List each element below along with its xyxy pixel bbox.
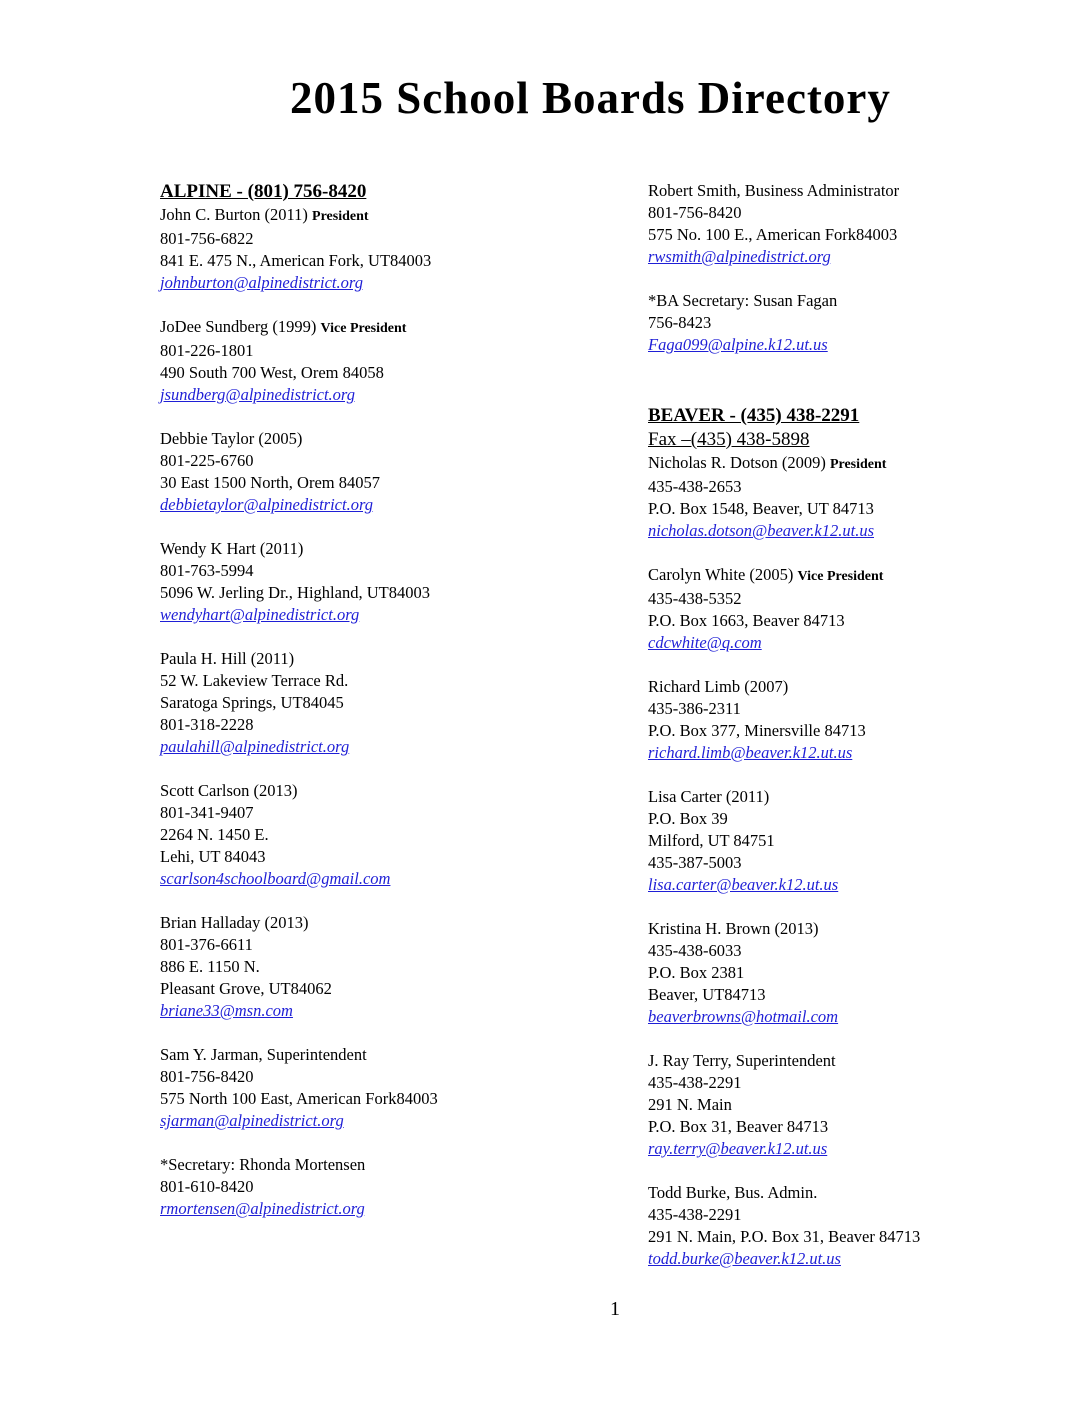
contact-line: P.O. Box 377, Minersville 84713 (648, 721, 866, 740)
directory-entry (648, 564, 1068, 654)
contact-line: 841 E. 475 N., American Fork, UT84003 (160, 251, 432, 270)
email-link[interactable]: paulahill@alpinedistrict.org (160, 737, 350, 756)
email-link[interactable]: beaverbrowns@hotmail.com (648, 1007, 839, 1026)
directory-entry (648, 1050, 1068, 1160)
member-name: Paula H. Hill (2011) (160, 649, 295, 668)
district-heading-beaver: BEAVER - (435) 438-2291 (648, 405, 860, 426)
email-link[interactable]: cdcwhite@q.com (648, 633, 762, 652)
contact-line: P.O. Box 39 (648, 809, 728, 828)
member-role: Vice President (797, 569, 884, 584)
email-link[interactable]: johnburton@alpinedistrict.org (160, 273, 363, 292)
email-link[interactable]: Faga099@alpine.k12.ut.us (648, 335, 828, 354)
page-number: 1 (610, 1298, 620, 1320)
district-heading-alpine: ALPINE - (801) 756-8420 (160, 181, 367, 202)
contact-line: 30 East 1500 North, Orem 84057 (160, 473, 380, 492)
directory-entry (160, 1154, 580, 1220)
directory-entry (648, 676, 1068, 764)
entry-name-line (648, 918, 1068, 940)
contact-line: 801-225-6760 (160, 451, 254, 470)
email-link[interactable]: sjarman@alpinedistrict.org (160, 1111, 344, 1130)
member-name: Robert Smith, Business Administrator (648, 181, 900, 200)
entry-name-line (160, 1154, 580, 1176)
contact-line: 801-341-9407 (160, 803, 254, 822)
email-link[interactable]: scarlson4schoolboard@gmail.com (160, 869, 391, 888)
contact-line: 2264 N. 1450 E. (160, 825, 269, 844)
member-name: Nicholas R. Dotson (2009) (648, 453, 826, 472)
member-name: Sam Y. Jarman, Superintendent (160, 1045, 367, 1064)
contact-line: 435-438-2291 (648, 1073, 742, 1092)
page-title: 2015 School Boards Directory (290, 73, 891, 123)
entry-name-line (160, 780, 580, 802)
directory-entry (160, 204, 580, 294)
contact-line: 435-438-2653 (648, 477, 742, 496)
directory-entry (648, 452, 1068, 542)
member-role: President (829, 457, 887, 472)
contact-line: Milford, UT 84751 (648, 831, 775, 850)
directory-entry (160, 316, 580, 406)
contact-line: 886 E. 1150 N. (160, 957, 260, 976)
entry-name-line (160, 316, 580, 340)
contact-line: Pleasant Grove, UT84062 (160, 979, 332, 998)
email-link[interactable]: todd.burke@beaver.k12.ut.us (648, 1249, 841, 1268)
left-column (160, 180, 580, 1242)
district-fax-beaver: Fax –(435) 438-5898 (648, 429, 810, 450)
directory-entry (648, 1182, 1068, 1270)
member-name: Richard Limb (2007) (648, 677, 789, 696)
entry-name-line (648, 786, 1068, 808)
member-role: Vice President (320, 321, 407, 336)
member-name: *Secretary: Rhonda Mortensen (160, 1155, 366, 1174)
directory-entry (160, 912, 580, 1022)
contact-line: 801-756-8420 (160, 1067, 254, 1086)
entry-name-line (648, 564, 1068, 588)
directory-entry (648, 180, 1068, 268)
directory-entry (160, 648, 580, 758)
contact-line: 801-226-1801 (160, 341, 254, 360)
email-link[interactable]: rwsmith@alpinedistrict.org (648, 247, 831, 266)
right-column (648, 180, 1068, 1292)
member-name: JoDee Sundberg (1999) (160, 317, 317, 336)
entry-name-line (160, 1044, 580, 1066)
contact-line: P.O. Box 2381 (648, 963, 745, 982)
directory-entry (160, 780, 580, 890)
beaver-entries (648, 452, 1068, 1270)
contact-line: Beaver, UT84713 (648, 985, 766, 1004)
entry-name-line (160, 912, 580, 934)
email-link[interactable]: rmortensen@alpinedistrict.org (160, 1199, 365, 1218)
email-link[interactable]: lisa.carter@beaver.k12.ut.us (648, 875, 839, 894)
email-link[interactable]: richard.limb@beaver.k12.ut.us (648, 743, 853, 762)
contact-line: 435-438-6033 (648, 941, 742, 960)
contact-line: 801-318-2228 (160, 715, 254, 734)
contact-line: 435-438-5352 (648, 589, 742, 608)
directory-entry (160, 428, 580, 516)
entry-name-line (648, 676, 1068, 698)
member-name: Lisa Carter (2011) (648, 787, 770, 806)
entry-name-line (648, 452, 1068, 476)
directory-entry (648, 918, 1068, 1028)
contact-line: 801-610-8420 (160, 1177, 254, 1196)
contact-line: 801-763-5994 (160, 561, 254, 580)
contact-line: 801-376-6611 (160, 935, 253, 954)
contact-line: 435-438-2291 (648, 1205, 742, 1224)
contact-line: 575 North 100 East, American Fork84003 (160, 1089, 438, 1108)
email-link[interactable]: wendyhart@alpinedistrict.org (160, 605, 360, 624)
contact-line: 291 N. Main (648, 1095, 732, 1114)
contact-line: P.O. Box 1663, Beaver 84713 (648, 611, 845, 630)
directory-entry (160, 538, 580, 626)
alpine-entries (160, 204, 580, 1220)
member-name: Wendy K Hart (2011) (160, 539, 304, 558)
email-link[interactable]: nicholas.dotson@beaver.k12.ut.us (648, 521, 874, 540)
member-name: Carolyn White (2005) (648, 565, 794, 584)
alpine-continued-entries (648, 180, 1068, 356)
contact-line: Lehi, UT 84043 (160, 847, 266, 866)
entry-name-line (160, 428, 580, 450)
contact-line: 575 No. 100 E., American Fork84003 (648, 225, 898, 244)
contact-line: P.O. Box 31, Beaver 84713 (648, 1117, 829, 1136)
contact-line: 435-386-2311 (648, 699, 741, 718)
contact-line: 756-8423 (648, 313, 712, 332)
member-name: Todd Burke, Bus. Admin. (648, 1183, 818, 1202)
member-name: Brian Halladay (2013) (160, 913, 309, 932)
contact-line: 291 N. Main, P.O. Box 31, Beaver 84713 (648, 1227, 921, 1246)
member-name: J. Ray Terry, Superintendent (648, 1051, 836, 1070)
email-link[interactable]: ray.terry@beaver.k12.ut.us (648, 1139, 828, 1158)
email-link[interactable]: debbietaylor@alpinedistrict.org (160, 495, 374, 514)
email-link[interactable]: jsundberg@alpinedistrict.org (160, 385, 355, 404)
member-name: Kristina H. Brown (2013) (648, 919, 819, 938)
entry-name-line (648, 180, 1068, 202)
entry-name-line (160, 648, 580, 670)
member-role: President (312, 209, 369, 224)
member-name: Debbie Taylor (2005) (160, 429, 303, 448)
contact-line: 5096 W. Jerling Dr., Highland, UT84003 (160, 583, 430, 602)
contact-line: 801-756-6822 (160, 229, 254, 248)
entry-name-line (160, 204, 580, 228)
entry-name-line (648, 290, 1068, 312)
entry-name-line (648, 1050, 1068, 1072)
contact-line: Saratoga Springs, UT84045 (160, 693, 344, 712)
member-name: John C. Burton (2011) (160, 205, 308, 224)
contact-line: 435-387-5003 (648, 853, 742, 872)
member-name: *BA Secretary: Susan Fagan (648, 291, 838, 310)
contact-line: 490 South 700 West, Orem 84058 (160, 363, 384, 382)
directory-entry (648, 786, 1068, 896)
contact-line: 801-756-8420 (648, 203, 742, 222)
contact-line: P.O. Box 1548, Beaver, UT 84713 (648, 499, 874, 518)
directory-entry (648, 290, 1068, 356)
contact-line: 52 W. Lakeview Terrace Rd. (160, 671, 349, 690)
member-name: Scott Carlson (2013) (160, 781, 298, 800)
email-link[interactable]: briane33@msn.com (160, 1001, 293, 1020)
directory-entry (160, 1044, 580, 1132)
entry-name-line (648, 1182, 1068, 1204)
entry-name-line (160, 538, 580, 560)
